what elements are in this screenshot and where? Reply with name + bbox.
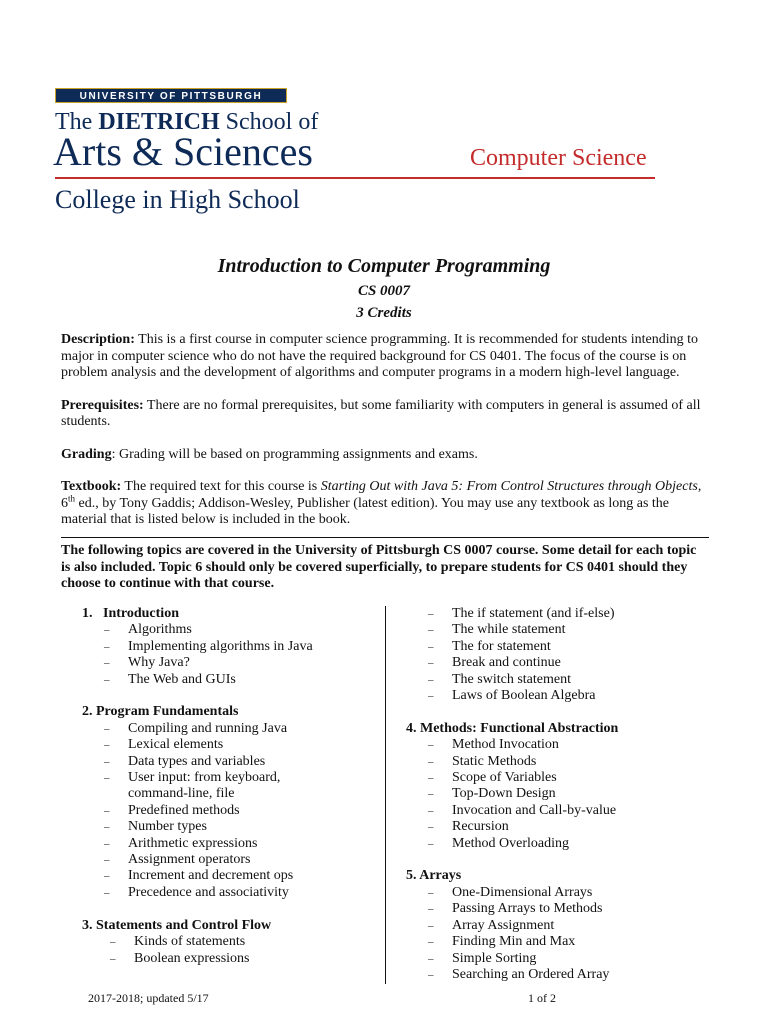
prerequisites-label: Prerequisites: (61, 397, 144, 413)
section-heading: 4. Methods: Functional Abstraction (406, 720, 619, 736)
section-heading: 5. Arrays (406, 868, 462, 884)
list-item: – Scope of Variables (406, 770, 706, 786)
grading-paragraph (61, 447, 709, 464)
topic-list (82, 721, 372, 901)
list-item: – Passing Arrays to Methods (406, 901, 706, 917)
course-body (61, 332, 709, 545)
description-text: This is a first course in computer science programming. It is recommended for students intending to major in computer science who do not have the required background for CS 0401. The focus of the course is on problem analysis and the development of algorithms and computer programs in a modern high-level language. (61, 332, 699, 380)
list-item: – Implementing algorithms in Java (82, 639, 372, 655)
school-suffix: School of (219, 109, 319, 135)
university-banner: UNIVERSITY OF PITTSBURGH (55, 88, 287, 103)
footer-page-number: 1 of 2 (528, 991, 556, 1005)
textbook-title: Starting Out with Java 5: From Control Structures through Objects (320, 479, 698, 494)
list-item: – Kinds of statements (82, 934, 372, 950)
prerequisites-text: There are no formal prerequisites, but some familiarity with computers in general is assumed of all students. (61, 397, 701, 429)
section-heading: 1. Introduction (82, 606, 179, 621)
grading-label: Grading (61, 446, 112, 462)
topic-section-methods (406, 721, 706, 852)
list-item: – Array Assignment (406, 918, 706, 934)
topics-intro: The following topics are covered in the University of Pittsburgh CS 0007 course. Some detail for each topic is also included. Topic 6 should only be covered superficially, to prepare students for CS 0401 should they choose to continue with that course. (61, 543, 697, 591)
topic-list (82, 622, 372, 688)
college-label: College in High School (55, 185, 300, 214)
topic-list (406, 885, 706, 983)
list-item: – Method Invocation (406, 737, 706, 753)
textbook-paragraph (61, 479, 709, 529)
topic-list (406, 606, 706, 704)
topic-section-statements-continued (406, 606, 706, 704)
list-item: – Laws of Boolean Algebra (406, 688, 706, 704)
textbook-text-before: The required text for this course is (121, 479, 321, 494)
list-item: – Algorithms (82, 622, 372, 638)
department-label: Computer Science (470, 145, 647, 171)
course-title: Introduction to Computer Programming (217, 255, 551, 277)
school-bold: DIETRICH (98, 109, 220, 135)
prerequisites-paragraph (61, 398, 709, 431)
list-item: – Assignment operators (82, 852, 372, 868)
list-item: – Top-Down Design (406, 786, 706, 802)
topic-section-arrays (406, 868, 706, 983)
topics-right-column (406, 606, 706, 1000)
list-item: – Lexical elements (82, 737, 372, 753)
list-item: – Static Methods (406, 754, 706, 770)
list-item: – Compiling and running Java (82, 721, 372, 737)
list-item: – The while statement (406, 622, 706, 638)
list-item: – Precedence and associativity (82, 885, 372, 901)
topic-section-statements (82, 918, 372, 967)
list-item: – Number types (82, 819, 372, 835)
list-item: – Method Overloading (406, 836, 706, 852)
header-divider (55, 177, 655, 179)
topic-list (406, 737, 706, 852)
section-heading: 3. Statements and Control Flow (82, 917, 272, 933)
column-divider (385, 606, 386, 984)
list-item: – Predefined methods (82, 803, 372, 819)
description-paragraph (61, 332, 709, 382)
list-item: – The for statement (406, 639, 706, 655)
arts-sciences-title: Arts & Sciences (53, 129, 313, 174)
list-item: – The Web and GUIs (82, 672, 372, 688)
list-item: – Searching an Ordered Array (406, 967, 706, 983)
textbook-text-end: ed., by Tony Gaddis; Addison-Wesley, Publisher (latest edition). You may use any textbook as long as the material that is listed below is included in the book. (61, 495, 670, 527)
list-item: – Why Java? (82, 655, 372, 671)
topics-left-column (82, 606, 372, 983)
topics-divider (61, 537, 709, 538)
list-item: – Break and continue (406, 655, 706, 671)
list-item: – Boolean expressions (82, 951, 372, 967)
footer-date: 2017-2018; updated 5/17 (88, 991, 209, 1005)
course-title-block (0, 252, 768, 324)
list-item: – The if statement (and if-else) (406, 606, 706, 622)
school-prefix: The (55, 109, 99, 135)
topic-list (82, 934, 372, 967)
grading-text: : Grading will be based on programming assignments and exams. (111, 446, 478, 462)
list-item: – Finding Min and Max (406, 934, 706, 950)
description-label: Description: (61, 332, 135, 347)
list-item: – Data types and variables (82, 754, 372, 770)
list-item: – Invocation and Call-by-value (406, 803, 706, 819)
list-item: – Simple Sorting (406, 951, 706, 967)
list-item: – User input: from keyboard, command-line, file (82, 770, 308, 803)
section-heading: 2. Program Fundamentals (82, 704, 239, 720)
textbook-label: Textbook: (61, 479, 122, 494)
list-item: – The switch statement (406, 672, 706, 688)
textbook-edition: , 6 (61, 479, 702, 511)
textbook-edition-sup: th (68, 492, 76, 503)
list-item: – Recursion (406, 819, 706, 835)
course-code: CS 0007 (357, 283, 411, 299)
list-item: – One-Dimensional Arrays (406, 885, 706, 901)
topic-section-program-fundamentals (82, 704, 372, 901)
list-item: – Arithmetic expressions (82, 836, 372, 852)
list-item: – Increment and decrement ops (82, 868, 372, 884)
topic-section-introduction (82, 606, 372, 688)
course-credits: 3 Credits (356, 305, 412, 321)
